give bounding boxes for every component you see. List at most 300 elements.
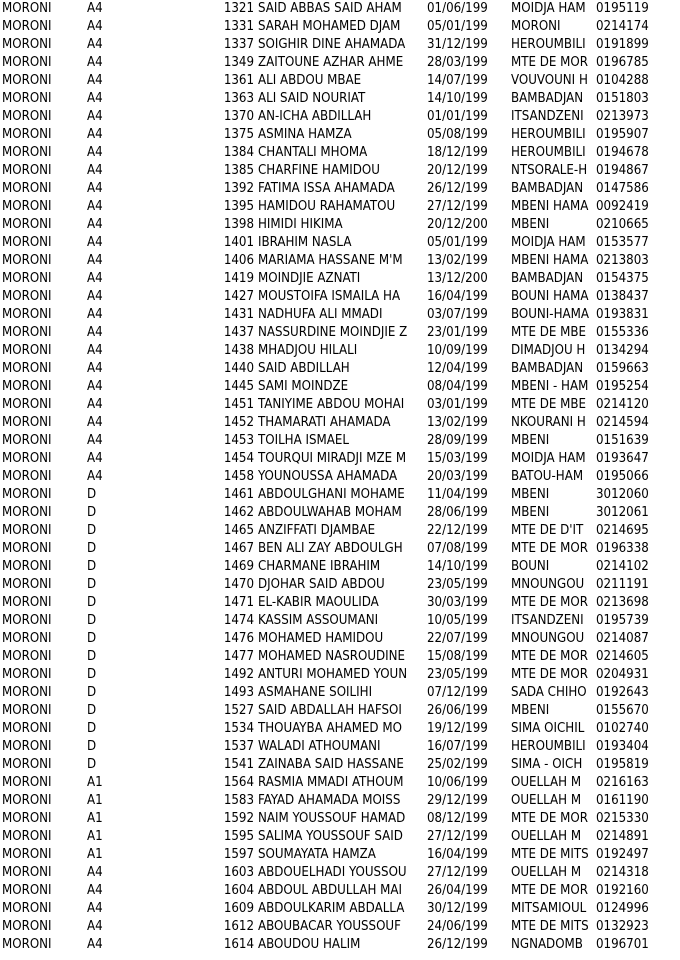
birth-date-cell: 14/07/199 [427,73,488,88]
full-name-cell: CHARMANE IBRAHIM [258,559,381,574]
full-name-cell: ZAINABA SAID HASSANE [258,757,404,772]
city-cell: MORONI [2,559,52,574]
birth-place-cell: MBENI - HAM [511,379,589,394]
id-number-cell: 3012061 [596,505,649,520]
category-cell: A4 [87,37,103,52]
id-number-cell: 0195819 [596,757,649,772]
birth-place-cell: MTE DE MOR [511,883,588,898]
category-cell: A4 [87,181,103,196]
table-row [0,0,680,18]
record-number-cell: 1321 [223,1,254,16]
record-number-cell: 1592 [223,811,254,826]
table-row [0,630,680,648]
birth-date-cell: 15/03/199 [427,451,488,466]
record-number-cell: 1384 [223,145,254,160]
table-row [0,756,680,774]
category-cell: A4 [87,379,103,394]
birth-date-cell: 11/04/199 [427,487,488,502]
table-row [0,144,680,162]
category-cell: A1 [87,811,103,826]
birth-date-cell: 13/02/199 [427,415,488,430]
category-cell: A1 [87,775,103,790]
birth-place-cell: BOUNI HAMA [511,289,589,304]
city-cell: MORONI [2,919,52,934]
birth-place-cell: BATOU-HAM [511,469,584,484]
birth-date-cell: 26/06/199 [427,703,488,718]
category-cell: A4 [87,361,103,376]
city-cell: MORONI [2,613,52,628]
full-name-cell: ALI SAID NOURIAT [258,91,366,106]
record-number-cell: 1385 [223,163,254,178]
city-cell: MORONI [2,577,52,592]
full-name-cell: SAID ABBAS SAID AHAM [258,1,402,16]
birth-date-cell: 26/12/199 [427,181,488,196]
full-name-cell: SAID ABDALLAH HAFSOI [258,703,402,718]
id-number-cell: 0196701 [596,937,649,952]
record-number-cell: 1465 [223,523,254,538]
birth-place-cell: ITSANDZENI [511,109,584,124]
birth-place-cell: SIMA - OICH [511,757,583,772]
record-number-cell: 1349 [223,55,254,70]
birth-place-cell: MBENI HAMA [511,199,589,214]
birth-date-cell: 30/12/199 [427,901,488,916]
record-number-cell: 1454 [223,451,254,466]
birth-place-cell: OUELLAH M [511,793,582,808]
birth-date-cell: 01/01/199 [427,109,488,124]
category-cell: D [87,577,97,592]
full-name-cell: MOINDJIE AZNATI [258,271,361,286]
category-cell: A4 [87,919,103,934]
table-row [0,918,680,936]
birth-date-cell: 08/04/199 [427,379,488,394]
category-cell: A4 [87,325,103,340]
category-cell: D [87,703,97,718]
full-name-cell: ASMINA HAMZA [258,127,352,142]
birth-place-cell: OUELLAH M [511,829,582,844]
full-name-cell: MHADJOU HILALI [258,343,358,358]
table-row [0,846,680,864]
full-name-cell: ANZIFFATI DJAMBAE [258,523,376,538]
birth-date-cell: 28/03/199 [427,55,488,70]
birth-date-cell: 30/03/199 [427,595,488,610]
city-cell: MORONI [2,487,52,502]
city-cell: MORONI [2,523,52,538]
id-number-cell: 0211191 [596,577,649,592]
category-cell: D [87,649,97,664]
category-cell: D [87,685,97,700]
city-cell: MORONI [2,721,52,736]
birth-date-cell: 20/03/199 [427,469,488,484]
record-number-cell: 1492 [223,667,254,682]
category-cell: D [87,523,97,538]
category-cell: A4 [87,883,103,898]
table-row [0,900,680,918]
city-cell: MORONI [2,829,52,844]
city-cell: MORONI [2,325,52,340]
birth-date-cell: 27/12/199 [427,865,488,880]
table-row [0,648,680,666]
city-cell: MORONI [2,343,52,358]
city-cell: MORONI [2,127,52,142]
record-number-cell: 1467 [223,541,254,556]
id-number-cell: 0102740 [596,721,649,736]
full-name-cell: ABOUBACAR YOUSSOUF [258,919,401,934]
id-number-cell: 0214695 [596,523,649,538]
id-number-cell: 0132923 [596,919,649,934]
full-name-cell: TOILHA ISMAEL [258,433,349,448]
city-cell: MORONI [2,1,52,16]
id-number-cell: 0214102 [596,559,649,574]
category-cell: D [87,613,97,628]
birth-place-cell: MBENI [511,487,550,502]
table-row [0,216,680,234]
full-name-cell: HIMIDI HIKIMA [258,217,343,232]
birth-date-cell: 26/04/199 [427,883,488,898]
id-number-cell: 0213973 [596,109,649,124]
full-name-cell: MOHAMED HAMIDOU [258,631,384,646]
record-number-cell: 1370 [223,109,254,124]
birth-date-cell: 23/05/199 [427,667,488,682]
full-name-cell: EL-KABIR MAOULIDA [258,595,379,610]
category-cell: A1 [87,829,103,844]
full-name-cell: FAYAD AHAMADA MOISS [258,793,401,808]
city-cell: MORONI [2,109,52,124]
table-row [0,468,680,486]
table-row [0,378,680,396]
full-name-cell: ABDOULGHANI MOHAME [258,487,405,502]
city-cell: MORONI [2,667,52,682]
birth-date-cell: 03/07/199 [427,307,488,322]
id-number-cell: 0213698 [596,595,649,610]
table-row [0,486,680,504]
birth-date-cell: 25/02/199 [427,757,488,772]
id-number-cell: 0194867 [596,163,649,178]
category-cell: D [87,739,97,754]
id-number-cell: 0193831 [596,307,649,322]
id-number-cell: 3012060 [596,487,649,502]
record-number-cell: 1541 [223,757,254,772]
city-cell: MORONI [2,451,52,466]
table-row [0,522,680,540]
record-number-cell: 1451 [223,397,254,412]
birth-place-cell: MTE DE D'IT [511,523,584,538]
full-name-cell: SAMI MOINDZE [258,379,349,394]
table-row [0,432,680,450]
id-number-cell: 0195739 [596,613,649,628]
id-number-cell: 0213803 [596,253,649,268]
category-cell: A4 [87,469,103,484]
id-number-cell: 0134294 [596,343,649,358]
birth-date-cell: 05/01/199 [427,19,488,34]
id-number-cell: 0154375 [596,271,649,286]
table-row [0,360,680,378]
table-row [0,684,680,702]
city-cell: MORONI [2,397,52,412]
city-cell: MORONI [2,703,52,718]
id-number-cell: 0092419 [596,199,649,214]
birth-place-cell: MTE DE MITS [511,847,589,862]
id-number-cell: 0147586 [596,181,649,196]
city-cell: MORONI [2,433,52,448]
birth-date-cell: 16/04/199 [427,847,488,862]
city-cell: MORONI [2,55,52,70]
table-row [0,342,680,360]
city-cell: MORONI [2,541,52,556]
birth-place-cell: MBENI [511,217,550,232]
table-row [0,162,680,180]
id-number-cell: 0216163 [596,775,649,790]
category-cell: D [87,757,97,772]
full-name-cell: ANTURI MOHAMED YOUN [258,667,408,682]
table-row [0,198,680,216]
table-row [0,792,680,810]
birth-place-cell: MTE DE MOR [511,649,588,664]
table-row [0,864,680,882]
id-number-cell: 0153577 [596,235,649,250]
category-cell: A4 [87,397,103,412]
birth-date-cell: 16/04/199 [427,289,488,304]
category-cell: D [87,721,97,736]
birth-place-cell: BAMBADJAN [511,361,584,376]
table-row [0,270,680,288]
id-number-cell: 0214174 [596,19,649,34]
full-name-cell: WALADI ATHOUMANI [258,739,381,754]
id-number-cell: 0161190 [596,793,649,808]
category-cell: A4 [87,163,103,178]
city-cell: MORONI [2,649,52,664]
id-number-cell: 0193404 [596,739,649,754]
record-number-cell: 1462 [223,505,254,520]
category-cell: A1 [87,793,103,808]
full-name-cell: KASSIM ASSOUMANI [258,613,379,628]
table-row [0,306,680,324]
full-name-cell: TOURQUI MIRADJI MZE M [258,451,407,466]
city-cell: MORONI [2,415,52,430]
birth-place-cell: MBENI [511,703,550,718]
full-name-cell: THAMARATI AHAMADA [258,415,391,430]
full-name-cell: SOIGHIR DINE AHAMADA [258,37,406,52]
birth-place-cell: BAMBADJAN [511,91,584,106]
birth-place-cell: BOUNI [511,559,550,574]
full-name-cell: NASSURDINE MOINDJIE Z [258,325,408,340]
full-name-cell: ALI ABDOU MBAE [258,73,362,88]
id-number-cell: 0155670 [596,703,649,718]
table-row [0,90,680,108]
city-cell: MORONI [2,73,52,88]
record-number-cell: 1493 [223,685,254,700]
table-row [0,594,680,612]
table-row [0,612,680,630]
table-row [0,126,680,144]
birth-date-cell: 31/12/199 [427,37,488,52]
table-row [0,810,680,828]
table-row [0,738,680,756]
city-cell: MORONI [2,91,52,106]
full-name-cell: HAMIDOU RAHAMATOU [258,199,396,214]
id-number-cell: 0214594 [596,415,649,430]
city-cell: MORONI [2,937,52,952]
birth-date-cell: 22/12/199 [427,523,488,538]
birth-place-cell: MTE DE MOR [511,811,588,826]
record-number-cell: 1395 [223,199,254,214]
table-row [0,54,680,72]
record-number-cell: 1437 [223,325,254,340]
record-number-cell: 1527 [223,703,254,718]
birth-place-cell: MTE DE MOR [511,595,588,610]
city-cell: MORONI [2,235,52,250]
table-row [0,288,680,306]
birth-date-cell: 19/12/199 [427,721,488,736]
category-cell: A4 [87,901,103,916]
birth-date-cell: 03/01/199 [427,397,488,412]
id-number-cell: 0194678 [596,145,649,160]
city-cell: MORONI [2,775,52,790]
table-row [0,504,680,522]
table-row [0,324,680,342]
table-row [0,828,680,846]
table-row [0,666,680,684]
birth-place-cell: HEROUMBILI [511,739,586,754]
birth-date-cell: 23/01/199 [427,325,488,340]
birth-date-cell: 18/12/199 [427,145,488,160]
id-number-cell: 0151803 [596,91,649,106]
record-number-cell: 1476 [223,631,254,646]
id-number-cell: 0210665 [596,217,649,232]
id-number-cell: 0214087 [596,631,649,646]
birth-place-cell: MITSAMIOUL [511,901,587,916]
birth-place-cell: NGNADOMB [511,937,583,952]
id-number-cell: 0195907 [596,127,649,142]
birth-date-cell: 07/12/199 [427,685,488,700]
record-number-cell: 1470 [223,577,254,592]
full-name-cell: MARIAMA HASSANE M'M [258,253,403,268]
birth-place-cell: HEROUMBILI [511,145,586,160]
id-number-cell: 0196785 [596,55,649,70]
full-name-cell: IBRAHIM NASLA [258,235,352,250]
record-number-cell: 1331 [223,19,254,34]
record-number-cell: 1419 [223,271,254,286]
city-cell: MORONI [2,631,52,646]
category-cell: A4 [87,253,103,268]
city-cell: MORONI [2,271,52,286]
category-cell: D [87,631,97,646]
table-row [0,576,680,594]
full-name-cell: ABDOULWAHAB MOHAM [258,505,402,520]
birth-place-cell: MBENI [511,505,550,520]
birth-date-cell: 08/12/199 [427,811,488,826]
birth-place-cell: MTE DE MOR [511,541,588,556]
record-number-cell: 1445 [223,379,254,394]
record-number-cell: 1595 [223,829,254,844]
full-name-cell: RASMIA MMADI ATHOUM [258,775,404,790]
category-cell: A1 [87,847,103,862]
id-number-cell: 0151639 [596,433,649,448]
record-number-cell: 1612 [223,919,254,934]
table-row [0,450,680,468]
birth-place-cell: ITSANDZENI [511,613,584,628]
birth-date-cell: 28/09/199 [427,433,488,448]
category-cell: A4 [87,73,103,88]
city-cell: MORONI [2,19,52,34]
full-name-cell: SALIMA YOUSSOUF SAID [258,829,403,844]
birth-place-cell: OUELLAH M [511,865,582,880]
id-number-cell: 0196338 [596,541,649,556]
category-cell: A4 [87,937,103,952]
city-cell: MORONI [2,181,52,196]
birth-place-cell: MTE DE MOR [511,667,588,682]
record-number-cell: 1406 [223,253,254,268]
full-name-cell: MOHAMED NASROUDINE [258,649,406,664]
category-cell: A4 [87,145,103,160]
full-name-cell: ABDOUL ABDULLAH MAI [258,883,403,898]
category-cell: A4 [87,199,103,214]
category-cell: A4 [87,307,103,322]
record-number-cell: 1537 [223,739,254,754]
birth-place-cell: MNOUNGOU [511,577,585,592]
birth-date-cell: 26/12/199 [427,937,488,952]
full-name-cell: NAIM YOUSSOUF HAMAD [258,811,406,826]
id-number-cell: 0195066 [596,469,649,484]
birth-date-cell: 27/12/199 [427,199,488,214]
id-number-cell: 0215330 [596,811,649,826]
full-name-cell: ABDOULKARIM ABDALLA [258,901,405,916]
birth-date-cell: 16/07/199 [427,739,488,754]
category-cell: A4 [87,217,103,232]
birth-date-cell: 22/07/199 [427,631,488,646]
birth-place-cell: SIMA OICHIL [511,721,585,736]
category-cell: A4 [87,127,103,142]
full-name-cell: AN-ICHA ABDILLAH [258,109,372,124]
category-cell: D [87,505,97,520]
id-number-cell: 0214891 [596,829,649,844]
id-number-cell: 0192160 [596,883,649,898]
city-cell: MORONI [2,199,52,214]
record-number-cell: 1477 [223,649,254,664]
table-row [0,414,680,432]
record-number-cell: 1375 [223,127,254,142]
category-cell: A4 [87,19,103,34]
birth-date-cell: 20/12/200 [427,217,488,232]
id-number-cell: 0155336 [596,325,649,340]
city-cell: MORONI [2,253,52,268]
birth-place-cell: BAMBADJAN [511,271,584,286]
birth-date-cell: 13/02/199 [427,253,488,268]
birth-place-cell: MORONI [511,19,561,34]
record-number-cell: 1401 [223,235,254,250]
category-cell: A4 [87,415,103,430]
category-cell: A4 [87,433,103,448]
birth-place-cell: MTE DE MOR [511,55,588,70]
table-row [0,180,680,198]
birth-place-cell: MBENI [511,433,550,448]
birth-place-cell: MBENI HAMA [511,253,589,268]
city-cell: MORONI [2,37,52,52]
record-number-cell: 1363 [223,91,254,106]
id-number-cell: 0104288 [596,73,649,88]
record-number-cell: 1427 [223,289,254,304]
record-number-cell: 1440 [223,361,254,376]
record-number-cell: 1609 [223,901,254,916]
city-cell: MORONI [2,883,52,898]
birth-date-cell: 23/05/199 [427,577,488,592]
category-cell: A4 [87,271,103,286]
id-number-cell: 0214318 [596,865,649,880]
full-name-cell: BEN ALI ZAY ABDOULGH [258,541,403,556]
city-cell: MORONI [2,901,52,916]
record-number-cell: 1614 [223,937,254,952]
birth-date-cell: 14/10/199 [427,91,488,106]
record-number-cell: 1471 [223,595,254,610]
